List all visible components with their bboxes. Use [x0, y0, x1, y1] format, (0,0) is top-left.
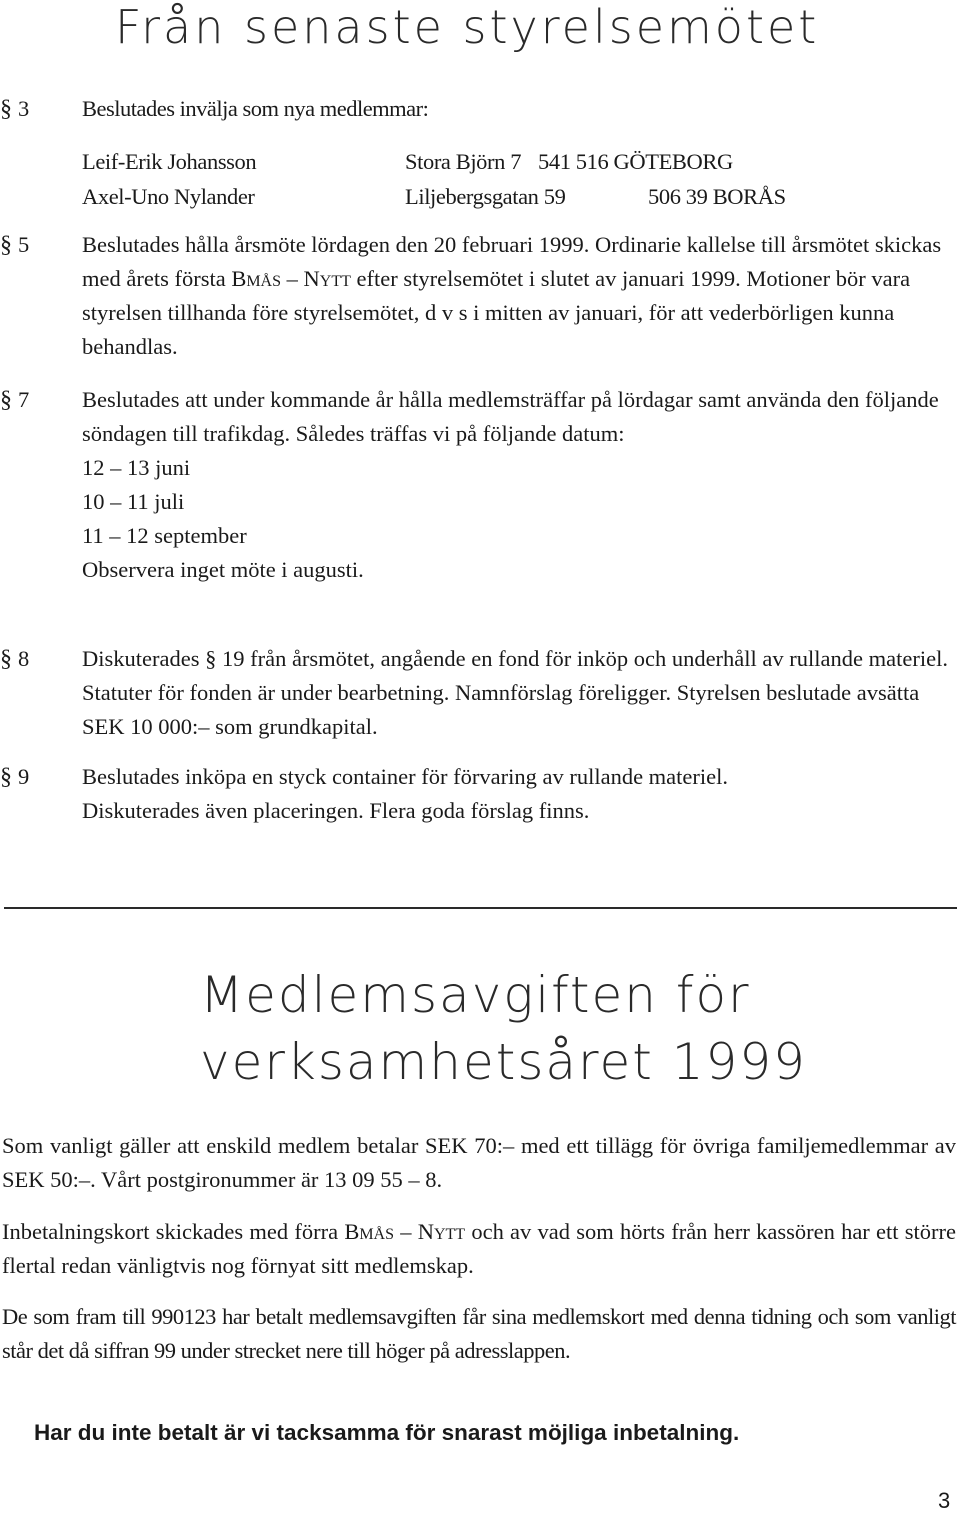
page-number: 3	[938, 1488, 951, 1513]
section-number: 3	[18, 96, 30, 121]
membership-card-paragraph: De som fram till 990123 har betalt medlemsavgiften får sina medlemskort med denna tidning och som vanligt står det då siffran 99 under strecket nere till höger på adresslappen.	[2, 1304, 956, 1363]
page-title: Från senaste styrelsemötet	[115, 0, 820, 54]
section-number: 9	[18, 764, 30, 789]
newsletter-name: Bmås – Nytt	[231, 266, 351, 291]
member-name: Axel-Uno Nylander	[82, 184, 255, 209]
article-title	[200, 962, 807, 1096]
meeting-date: 10 – 11 juli	[82, 489, 185, 514]
meeting-date: 12 – 13 juni	[82, 455, 191, 480]
paragraph-text: Inbetalningskort skickades med förra	[2, 1219, 345, 1244]
section-symbol: §	[0, 232, 12, 258]
section-text: Beslutades att under kommande år hålla medlemsträffar på lördagar samt använda den följande söndagen till trafikdag. Således träffas vi på följande datum:	[82, 387, 939, 446]
section-symbol: §	[0, 646, 12, 672]
closing-note: Har du inte betalt är vi tacksamma för snarast möjliga inbetalning.	[34, 1420, 740, 1445]
newsletter-name: Bmås – Nytt	[344, 1219, 466, 1244]
section-marker	[0, 228, 72, 262]
meeting-date: 11 – 12 september	[82, 523, 247, 548]
fee-paragraph: Som vanligt gäller att enskild medlem betalar SEK 70:– med ett tillägg för övriga familjemedlemmar av SEK 50:–. Vårt postgironummer är 13 09 55 – 8.	[2, 1133, 956, 1192]
member-address: Liljebergsgatan 59	[405, 184, 566, 209]
section-3	[0, 92, 960, 126]
section-text: Beslutades hålla årsmöte lördagen den 20 februari 1999. Ordinarie kallelse till årsmötet skickas med årets första	[82, 232, 942, 291]
section-reference: § 19	[205, 646, 245, 671]
section-8	[0, 642, 960, 744]
article-title-line: verksamhetsåret 1999	[200, 1033, 807, 1091]
section-number: 8	[18, 646, 30, 671]
member-postal: 541 516 GÖTEBORG	[538, 149, 733, 174]
section-text: från årsmötet, angående en fond för inköp och underhåll av rullande materiel. Statuter för fonden är under bearbetning. Namnförslag föreligger. Styrelsen beslutade avsätta SEK 10 000:– som grundkapital.	[82, 646, 948, 739]
divider	[4, 907, 957, 909]
section-body: Beslutades inköpa en styck container för förvaring av rullande materiel. Diskuterades även placeringen. Flera goda förslag finns.	[82, 764, 729, 823]
section-body: Beslutades invälja som nya medlemmar:	[82, 96, 429, 121]
section-marker	[0, 642, 72, 676]
member-address: Stora Björn 7	[405, 149, 522, 174]
section-marker	[0, 92, 72, 126]
section-symbol: §	[0, 96, 12, 122]
meeting-note: Observera inget möte i augusti.	[82, 557, 364, 582]
member-postal: 506 39 BORÅS	[648, 184, 786, 209]
payment-card-paragraph	[2, 1215, 956, 1283]
section-body	[82, 642, 956, 744]
paragraph-text: och av vad som hörts från herr kassören har ett större flertal redan vänligtvis nog förnyat sitt medlemskap.	[2, 1219, 956, 1278]
section-marker	[0, 383, 72, 417]
section-text: Diskuterades	[82, 646, 206, 671]
section-body	[82, 228, 956, 364]
section-symbol: §	[0, 764, 12, 790]
section-7	[0, 383, 960, 587]
section-marker	[0, 760, 72, 794]
section-9	[0, 760, 960, 828]
member-name: Leif-Erik Johansson	[82, 149, 257, 174]
section-symbol: §	[0, 387, 12, 413]
meeting-dates	[82, 451, 956, 553]
section-number: 7	[18, 387, 30, 412]
section-number: 5	[18, 232, 30, 257]
section-5	[0, 228, 960, 364]
article-title-line: Medlemsavgiften för	[200, 966, 751, 1024]
section-text: efter styrelsemötet i slutet av januari 1999. Motioner bör vara styrelsen tillhanda före styrelsemötet, d v s i mitten av januari, för att vederbörligen kunna behandlas.	[82, 266, 911, 359]
section-body	[82, 383, 956, 587]
